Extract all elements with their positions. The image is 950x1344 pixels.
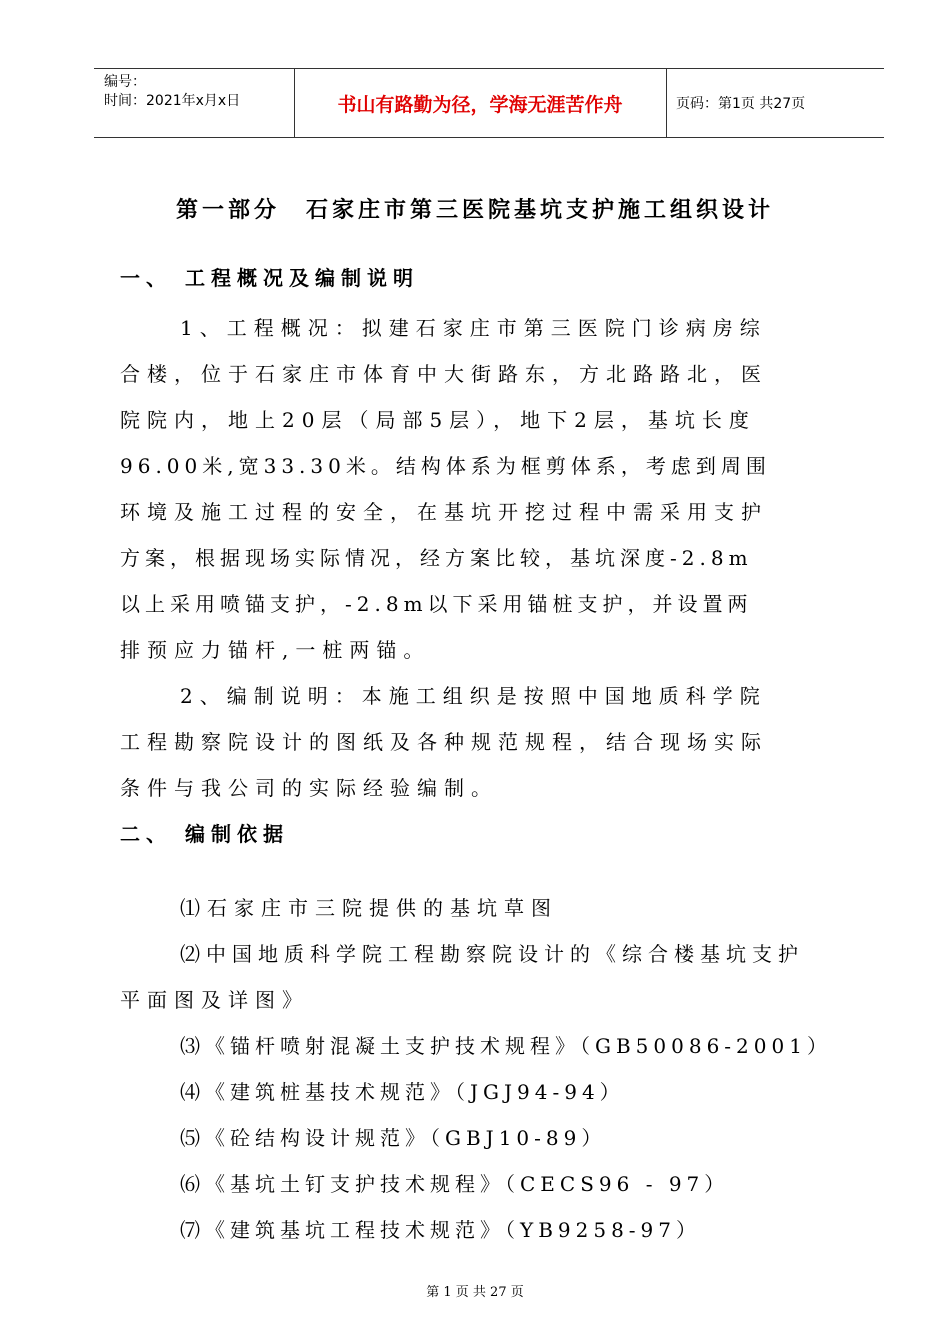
reference-item: ⑸《砼结构设计规范》（GBJ10-89） <box>180 1126 607 1150</box>
paragraph-line: 方案，根据现场实际情况，经方案比较，基坑深度-2.8m <box>120 546 753 570</box>
paragraph-line: 2、编制说明：本施工组织是按照中国地质科学院 <box>180 684 767 708</box>
section-heading-2: 二、 编制依据 <box>120 822 289 846</box>
paragraph-line: 工程勘察院设计的图纸及各种规范规程，结合现场实际 <box>120 730 768 754</box>
paragraph-line: 排预应力锚杆,一桩两锚。 <box>120 638 431 662</box>
paragraph-line: 1、工程概况：拟建石家庄市第三医院门诊病房综 <box>180 316 767 340</box>
reference-item: 平面图及详图》 <box>120 988 309 1012</box>
doc-number-label: 编号： <box>104 74 146 90</box>
reference-item: ⑴石家庄市三院提供的基坑草图 <box>180 896 558 920</box>
reference-item: ⑶《锚杆喷射混凝土支护技术规程》（GB50086-2001） <box>180 1034 832 1058</box>
header-meta-cell <box>94 69 295 137</box>
header-motto: 书山有路勤为径，学海无涯苦作舟 <box>337 94 623 116</box>
reference-item: ⑷《建筑桩基技术规范》（JGJ94-94） <box>180 1080 625 1104</box>
section-heading-1: 一、 工程概况及编制说明 <box>120 266 419 290</box>
reference-item: ⑺《建筑基坑工程技术规范》（YB9258-97） <box>180 1218 702 1242</box>
paragraph-line: 条件与我公司的实际经验编制。 <box>120 776 498 800</box>
paragraph-line: 院院内，地上20层（局部5层），地下2层，基坑长度 <box>120 408 756 432</box>
page-footer: 第 1 页 共 27 页 <box>426 1285 524 1300</box>
header-page-label: 页码：第1页 共27页 <box>676 96 806 112</box>
doc-time-label: 时间：2021年x月x日 <box>104 93 241 109</box>
paragraph-line: 96.00米,宽33.30米。结构体系为框剪体系，考虑到周围 <box>120 454 771 478</box>
paragraph-line: 合楼，位于石家庄市体育中大街路东，方北路路北，医 <box>120 362 768 386</box>
document-title: 第一部分 石家庄市第三医院基坑支护施工组织设计 <box>175 197 774 223</box>
header-table <box>94 68 884 138</box>
reference-item: ⑵中国地质科学院工程勘察院设计的《综合楼基坑支护 <box>180 942 804 966</box>
reference-item: ⑹《基坑土钉支护技术规程》（CECS96 - 97） <box>180 1172 730 1196</box>
paragraph-line: 以上采用喷锚支护，-2.8m以下采用锚桩支护，并设置两 <box>120 592 753 616</box>
paragraph-line: 环境及施工过程的安全，在基坑开挖过程中需采用支护 <box>120 500 768 524</box>
header-motto-cell <box>294 69 667 137</box>
